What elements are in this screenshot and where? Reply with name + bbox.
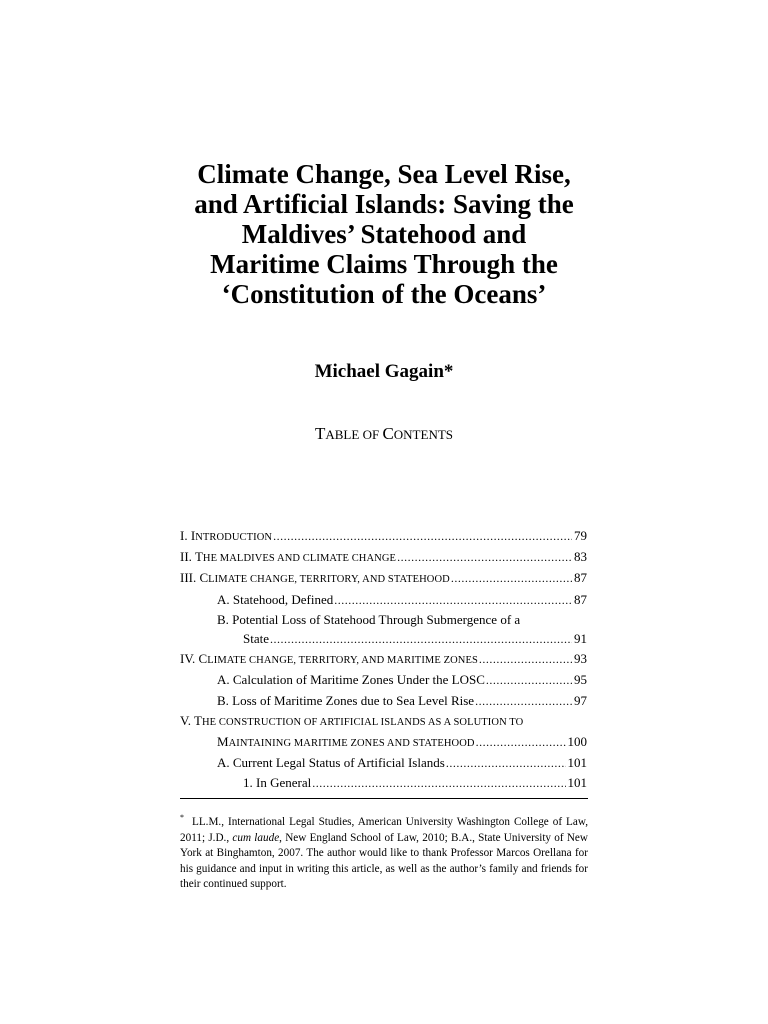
toc-entry-statehood-defined[interactable] (180, 590, 587, 610)
toc-entry-label: A. Statehood, Defined (217, 591, 334, 607)
toc-entry-label: B. Potential Loss of Statehood Through Submergence of a (217, 611, 521, 627)
toc-entry-label: IV. CLIMATE CHANGE, TERRITORY, AND MARITIME ZONES (180, 651, 478, 667)
toc-entry-maritime-zones[interactable] (180, 649, 587, 670)
toc-leader-dots (475, 692, 572, 711)
title-line: and Artificial Islands: Saving the (194, 189, 574, 219)
toc-leader-dots (312, 774, 565, 793)
title-line: Climate Change, Sea Level Rise, (197, 159, 571, 189)
author-footnote (180, 810, 588, 893)
toc-page-number: 101 (567, 775, 587, 791)
toc-entry-label: MAINTAINING MARITIME ZONES AND STATEHOOD (217, 734, 475, 750)
toc-leader-dots (334, 591, 572, 610)
table-of-contents (180, 526, 587, 794)
title-line: Maldives’ Statehood and (241, 219, 527, 249)
toc-entry-label: III. CLIMATE CHANGE, TERRITORY, AND STATEHOOD (180, 570, 450, 586)
toc-page-number: 87 (574, 591, 587, 607)
toc-entry-label: 1. In General (243, 775, 312, 791)
toc-entry-loss-of-statehood-cont[interactable] (180, 629, 587, 649)
toc-page-number: 87 (574, 570, 587, 586)
toc-entry-maldives-climate-change[interactable] (180, 547, 587, 568)
toc-leader-dots (479, 650, 572, 669)
footnote-italic-text: cum laude (232, 831, 280, 844)
toc-entry-label: A. Calculation of Maritime Zones Under the LOSC (217, 672, 485, 688)
toc-page-number: 79 (574, 528, 587, 543)
footnote-divider (180, 798, 588, 799)
toc-page-number: 93 (574, 651, 587, 667)
toc-entry-label: I. INTRODUCTION (180, 528, 273, 543)
footnote-text: , New England School of Law, 2010; B.A., State University of New York at Binghamton, 2007. The author would like to thank Professor Marcos Orellana for his guidance and input in writing this article, as well as the author’s family and friends for their continued support. (180, 831, 588, 891)
toc-page-number: 83 (574, 549, 587, 565)
toc-leader-dots (397, 548, 572, 567)
article-title (140, 159, 628, 309)
footnote-mark: * (180, 813, 184, 822)
toc-page-number: 101 (567, 755, 587, 771)
toc-entry-label: A. Current Legal Status of Artificial Islands (217, 755, 445, 771)
toc-leader-dots (476, 733, 566, 752)
toc-entry-territory-statehood[interactable] (180, 568, 587, 589)
toc-page-number: 95 (574, 672, 587, 688)
toc-entry-calculation-maritime-zones[interactable] (180, 670, 587, 690)
toc-entry-artificial-islands-cont[interactable] (180, 732, 587, 753)
toc-leader-dots (486, 671, 572, 690)
toc-page-number: 91 (574, 631, 587, 647)
toc-entry-legal-status-artificial-islands[interactable] (180, 753, 587, 773)
toc-leader-dots (270, 630, 572, 649)
toc-entry-loss-of-statehood[interactable] (180, 610, 587, 629)
toc-entry-artificial-islands[interactable] (180, 711, 587, 732)
toc-leader-dots (273, 527, 572, 546)
toc-heading-initial: C (382, 424, 394, 443)
toc-page-number: 100 (567, 734, 587, 750)
footnote-text: LL.M., International Legal Studies, American University Washington College of Law, 2011; J.D., (180, 816, 588, 844)
toc-entry-in-general[interactable] (180, 773, 587, 793)
toc-heading-initial: T (314, 424, 326, 443)
title-line: Maritime Claims Through the (210, 249, 558, 279)
toc-entry-label: State (243, 631, 269, 647)
toc-entry-label: B. Loss of Maritime Zones due to Sea Level Rise (217, 692, 475, 708)
toc-heading (140, 423, 628, 446)
author-name: Michael Gagain* (314, 361, 454, 382)
toc-heading-smallcaps: ABLE OF (325, 427, 383, 442)
toc-entry-label: II. THE MALDIVES AND CLIMATE CHANGE (180, 549, 397, 565)
title-line: ‘Constitution of the Oceans’ (221, 279, 547, 309)
toc-heading-smallcaps: ONTENTS (393, 427, 453, 442)
toc-entry-introduction[interactable] (180, 526, 587, 547)
toc-entry-label: V. THE CONSTRUCTION OF ARTIFICIAL ISLANDS AS A SOLUTION TO (180, 712, 524, 728)
toc-entry-loss-maritime-zones[interactable] (180, 691, 587, 711)
toc-page-number: 97 (574, 692, 587, 708)
toc-leader-dots (451, 569, 572, 588)
toc-leader-dots (446, 754, 566, 773)
